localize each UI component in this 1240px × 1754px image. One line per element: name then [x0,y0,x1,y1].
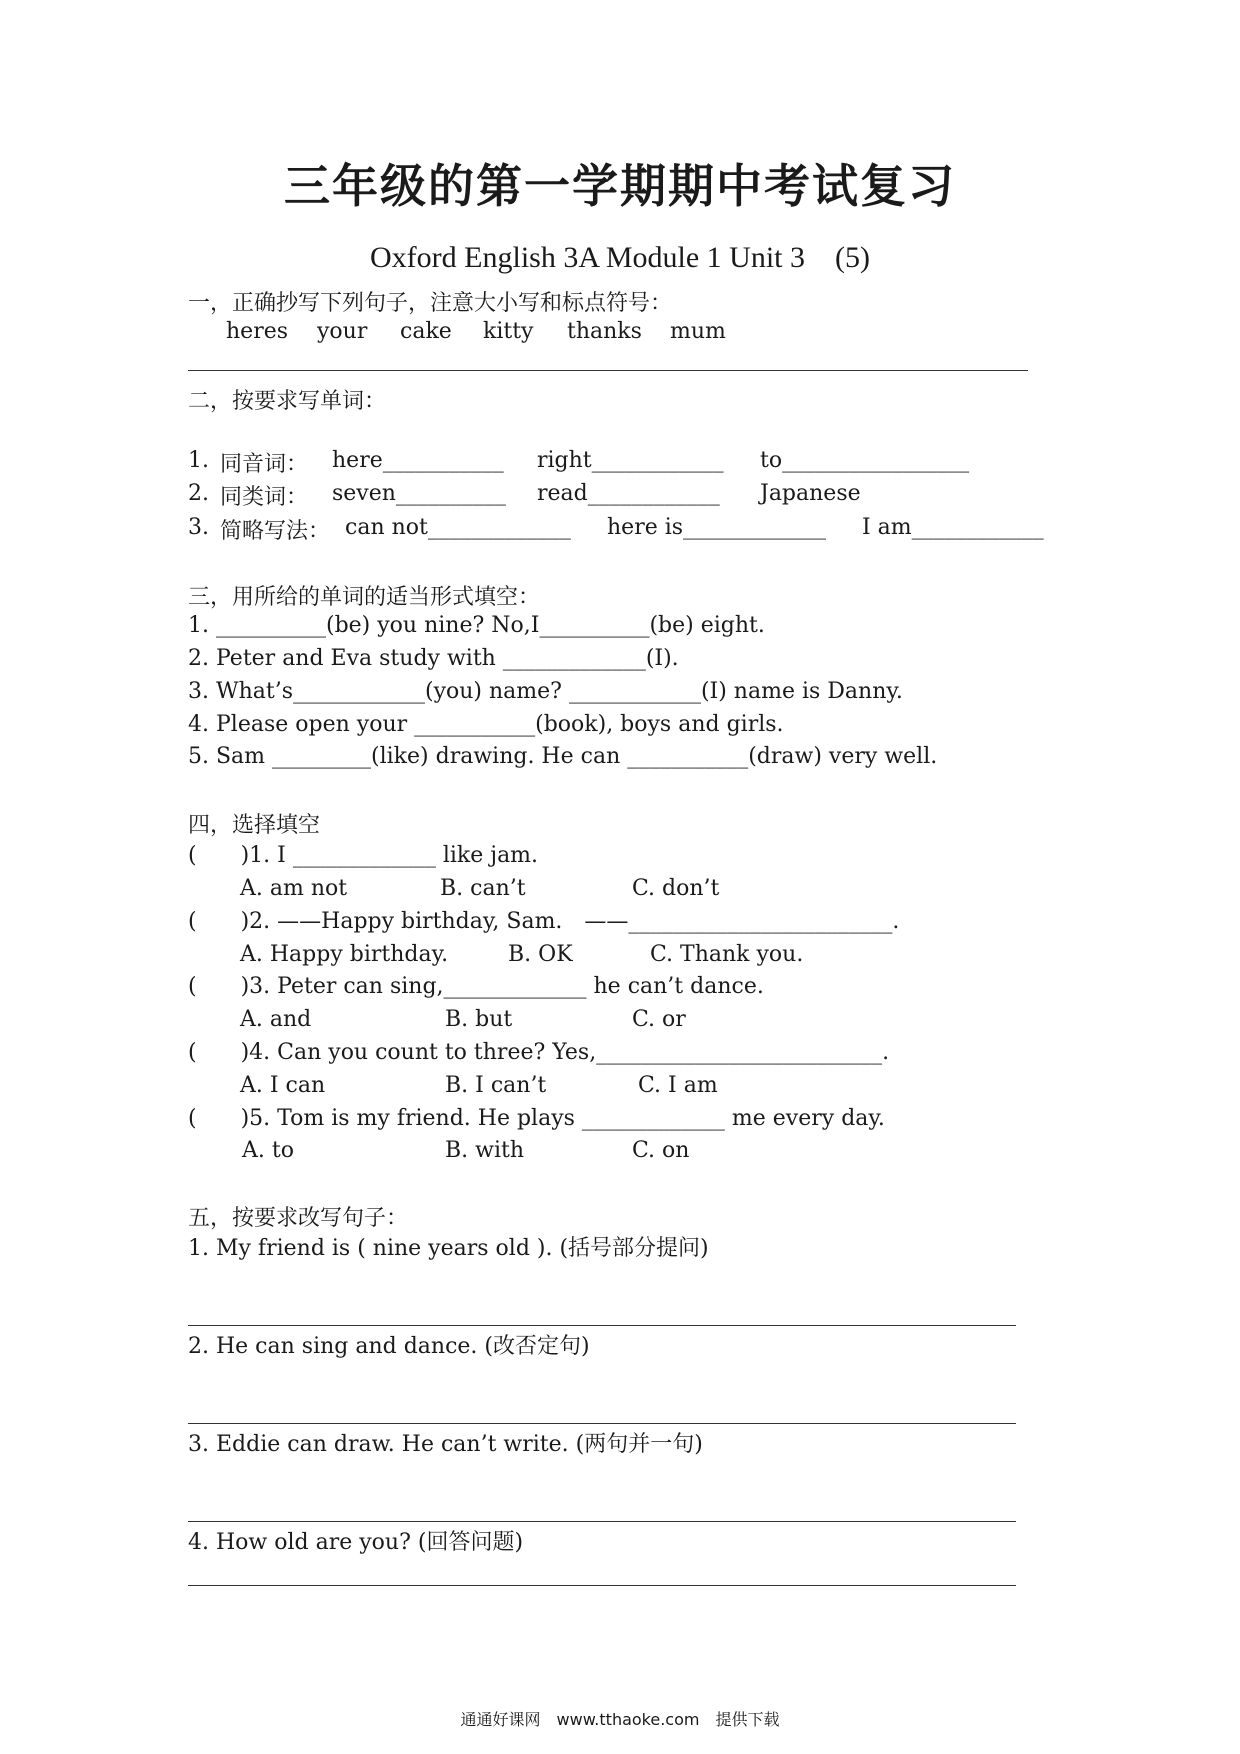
option-a: A. Happy birthday. [240,942,449,967]
fill-blank: here___________ [332,448,504,473]
option-c: C. don’t [632,876,720,901]
option-c: C. Thank you. [650,942,804,967]
option-a: A. am not [240,876,348,901]
fill-blank: seven__________ [332,481,506,506]
option-b: B. I can’t [445,1073,547,1098]
option-a: A. I can [240,1073,326,1098]
option-b: B. but [445,1007,513,1032]
list-item: 4. Please open your ___________(book), boys and girls. [188,712,784,737]
word-item: cake [400,319,452,344]
page-footer: 通通好课网 www.tthaoke.com 提供下载 [460,1710,780,1729]
option-b: B. OK [508,942,573,967]
line-number: 1. [188,448,209,473]
line-number: 3. [188,515,209,540]
word-item: kitty [483,319,534,344]
option-c: C. or [632,1007,686,1032]
line-label: 简略写法： [220,519,331,544]
question-text: ( )2. ——Happy birthday, Sam. ——________________________. [188,909,900,934]
fill-blank: here is_____________ [607,515,827,540]
section4-heading: 四，选择填空 [188,813,321,838]
page-title: 三年级的第一学期期中考试复习 [284,159,956,213]
answer-line[interactable] [188,1325,1016,1326]
section2-heading: 二，按要求写单词： [188,389,387,414]
answer-line[interactable] [188,1585,1016,1586]
page-subtitle: Oxford English 3A Module 1 Unit 3 (5) [370,241,870,274]
fill-blank: right____________ [537,448,724,473]
fill-blank: can not_____________ [345,515,571,540]
list-item: 1. My friend is ( nine years old ). (括号部分提问) [188,1236,709,1261]
word-item: thanks [567,319,642,344]
list-item: 5. Sam _________(like) drawing. He can ___________(draw) very well. [188,744,938,769]
question-text: ( )3. Peter can sing,_____________ he can’t dance. [188,974,764,999]
answer-line[interactable] [188,370,1028,371]
option-c: C. I am [638,1073,718,1098]
fill-blank: Japanese [760,481,861,506]
question-text: ( )5. Tom is my friend. He plays _____________ me every day. [188,1106,885,1131]
option-c: C. on [632,1138,690,1163]
section5-heading: 五，按要求改写句子： [188,1206,409,1231]
list-item: 2. Peter and Eva study with _____________(I). [188,646,679,671]
option-b: B. with [445,1138,525,1163]
option-b: B. can’t [440,876,526,901]
fill-blank: read____________ [537,481,720,506]
word-item: mum [670,319,726,344]
section3-heading: 三，用所给的单词的适当形式填空： [188,585,541,610]
list-item: 3. What’s____________(you) name? ____________(I) name is Danny. [188,679,903,704]
answer-line[interactable] [188,1521,1016,1522]
option-a: A. to [242,1138,294,1163]
section1-heading: 一，正确抄写下列句子，注意大小写和标点符号： [188,291,673,316]
question-text: ( )4. Can you count to three? Yes,__________________________. [188,1040,890,1065]
line-label: 同音词： [220,452,309,477]
fill-blank: I am____________ [862,515,1044,540]
list-item: 4. How old are you? (回答问题) [188,1530,524,1555]
answer-line[interactable] [188,1423,1016,1424]
list-item: 3. Eddie can draw. He can’t write. (两句并一句) [188,1432,703,1457]
list-item: 1. __________(be) you nine? No,I__________(be) eight. [188,613,765,638]
word-item: heres [226,319,289,344]
question-text: ( )1. I _____________ like jam. [188,843,539,868]
fill-blank: to_________________ [760,448,970,473]
list-item: 2. He can sing and dance. (改否定句) [188,1334,590,1359]
option-a: A. and [240,1007,312,1032]
line-number: 2. [188,481,209,506]
word-item: your [317,319,368,344]
line-label: 同类词： [220,485,309,510]
